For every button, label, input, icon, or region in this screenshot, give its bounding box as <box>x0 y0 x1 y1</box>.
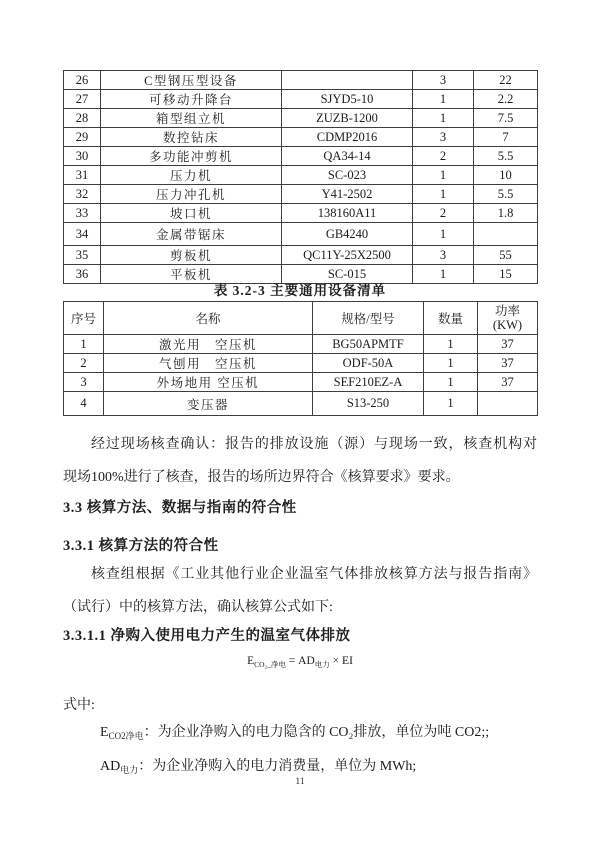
table-cell-qty: 2 <box>413 147 474 166</box>
header-cell-model: 规格/型号 <box>313 302 424 335</box>
header-cell-name: 名称 <box>104 302 313 335</box>
table-cell-model: QA34-14 <box>282 147 413 166</box>
table-cell-power: 22 <box>474 71 538 90</box>
table-cell-qty: 1 <box>424 335 478 354</box>
table-cell-qty: 1 <box>424 373 478 392</box>
table-cell-model: BG50APMTF <box>313 335 424 354</box>
table-cell-model <box>282 71 413 90</box>
table-cell-power: 5.5 <box>474 185 538 204</box>
table-cell-model: SC-015 <box>282 265 413 284</box>
page-number: 11 <box>295 777 305 787</box>
table-row <box>64 354 538 373</box>
table-cell-model: ODF-50A <box>313 354 424 373</box>
table-cell-no: 4 <box>64 392 104 416</box>
table-cell-name: 可移动升降台 <box>101 90 282 109</box>
table-cell-power: 5.5 <box>474 147 538 166</box>
header-cell-power <box>478 302 538 335</box>
power-header-line1: 功率 <box>494 304 520 318</box>
table-cell-no: 33 <box>64 204 101 223</box>
definition-e-base: E <box>100 725 109 740</box>
table-cell-name: 坡口机 <box>101 204 282 223</box>
general-equipment-table <box>63 301 538 416</box>
definition-ad-subscript: 电力 <box>120 765 139 775</box>
table-cell-model: Y41-2502 <box>282 185 413 204</box>
table-cell-no: 26 <box>64 71 101 90</box>
table-row <box>64 109 538 128</box>
table-row <box>64 392 538 416</box>
table-cell-no: 27 <box>64 90 101 109</box>
table-row <box>64 128 538 147</box>
table-cell-model: GB4240 <box>282 223 413 246</box>
table-cell-no: 29 <box>64 128 101 147</box>
definition-ad-power <box>100 755 540 775</box>
table-row <box>64 204 538 223</box>
table-row <box>64 185 538 204</box>
table-cell-name: 激光用 空压机 <box>104 335 313 354</box>
table-cell-power: 2.2 <box>474 90 538 109</box>
table-3-2-3-title: 表 3.2-3 主要通用设备清单 <box>213 283 387 298</box>
table-cell-qty: 1 <box>413 223 474 246</box>
heading-3-3: 3.3 核算方法、数据与指南的符合性 <box>63 500 297 516</box>
paragraph-accounting-method <box>63 558 537 624</box>
formula-lhs-subscript: CO₂_净电 <box>254 660 286 669</box>
formula-rhs-ad-base: AD <box>298 655 315 667</box>
table-cell-name: 外场地用 空压机 <box>104 373 313 392</box>
table-cell-model: ZUZB-1200 <box>282 109 413 128</box>
definition-ad-base: AD <box>100 759 121 774</box>
table-cell-model: S13-250 <box>313 392 424 416</box>
table-cell-model: SJYD5-10 <box>282 90 413 109</box>
table-cell-name: 变压器 <box>104 392 313 416</box>
table-cell-qty: 1 <box>413 265 474 284</box>
heading-3-3-1-1: 3.3.1.1 净购入使用电力产生的温室气体排放 <box>63 628 351 644</box>
general-equipment-table-body <box>64 335 538 416</box>
table-cell-name: 箱型组立机 <box>101 109 282 128</box>
formula-rhs-ei: EI <box>342 655 353 667</box>
table-cell-power: 1.8 <box>474 204 538 223</box>
table-row <box>64 373 538 392</box>
emission-formula <box>63 655 537 667</box>
table-cell-no: 1 <box>64 335 104 354</box>
header-cell-no: 序号 <box>64 302 104 335</box>
table-cell-power: 7.5 <box>474 109 538 128</box>
table-cell-no: 32 <box>64 185 101 204</box>
table-cell-model: SC-023 <box>282 166 413 185</box>
definition-e-co2 <box>100 721 540 741</box>
formula-rhs-ad-subscript: 电力 <box>314 660 330 669</box>
general-equipment-table-head <box>64 302 538 335</box>
formula-times-sign: × <box>332 655 340 667</box>
heading-3-3-1: 3.3.1 核算方法的符合性 <box>63 538 219 554</box>
definition-ad-text: ：为企业净购入的电力消费量，单位为 MWh; <box>138 759 417 774</box>
table-cell-no: 35 <box>64 246 101 265</box>
power-header-line2: (KW) <box>492 318 523 332</box>
table-cell-model: 138160A11 <box>282 204 413 223</box>
formula-lhs-base: E <box>247 655 255 667</box>
table-cell-name: 气刨用 空压机 <box>104 354 313 373</box>
table-cell-qty: 1 <box>413 185 474 204</box>
header-row <box>64 302 538 335</box>
table-cell-qty: 3 <box>413 71 474 90</box>
table-cell-qty: 1 <box>413 109 474 128</box>
table-row <box>64 166 538 185</box>
table-cell-model: SEF210EZ-A <box>313 373 424 392</box>
table-row <box>64 335 538 354</box>
header-cell-qty: 数量 <box>424 302 478 335</box>
paragraph-line: （试行）中的核算方法，确认核算公式如下: <box>63 600 333 615</box>
paragraph-line: 经过现场核查确认：报告的排放设施（源）与现场一致，核查机构对 <box>91 437 537 452</box>
table-cell-no: 28 <box>64 109 101 128</box>
table-cell-qty: 1 <box>424 392 478 416</box>
table-cell-qty: 3 <box>413 246 474 265</box>
table-cell-name: 多功能冲剪机 <box>101 147 282 166</box>
table-cell-name: 压力冲孔机 <box>101 185 282 204</box>
formula-equals-sign: = <box>288 655 296 667</box>
table-cell-power: 15 <box>474 265 538 284</box>
table-cell-no: 30 <box>64 147 101 166</box>
table-cell-qty: 1 <box>413 90 474 109</box>
table-cell-qty: 1 <box>413 166 474 185</box>
paragraph-line: 核查组根据《工业其他行业企业温室气体排放核算方法与报告指南》 <box>91 567 537 582</box>
paragraph-site-verification <box>63 428 537 494</box>
table-cell-power: 37 <box>478 373 538 392</box>
table-row <box>64 71 538 90</box>
paragraph-line: 现场100%进行了核查，报告的场所边界符合《核算要求》要求。 <box>63 470 460 485</box>
table-cell-no: 31 <box>64 166 101 185</box>
table-cell-no: 3 <box>64 373 104 392</box>
table-row <box>64 147 538 166</box>
table-cell-qty: 2 <box>413 204 474 223</box>
table-cell-power <box>474 223 538 246</box>
table-cell-name: 数控钻床 <box>101 128 282 147</box>
table-cell-name: 平板机 <box>101 265 282 284</box>
equipment-table-body <box>64 71 538 284</box>
table-cell-power: 37 <box>478 335 538 354</box>
table-cell-name: 金属带锯床 <box>101 223 282 246</box>
table-cell-qty: 1 <box>424 354 478 373</box>
table-cell-model: QC11Y-25X2500 <box>282 246 413 265</box>
definition-e-subscript: CO2净电 <box>108 731 144 741</box>
table-cell-name: C型钢压型设备 <box>101 71 282 90</box>
definition-e-text: ：为企业净购入的电力隐含的 CO₂排放，单位为吨 CO2;; <box>143 725 490 740</box>
table-cell-name: 剪板机 <box>101 246 282 265</box>
table-cell-power: 37 <box>478 354 538 373</box>
table-cell-qty: 3 <box>413 128 474 147</box>
table-cell-no: 36 <box>64 265 101 284</box>
table-cell-power: 7 <box>474 128 538 147</box>
table-cell-no: 2 <box>64 354 104 373</box>
table-cell-power <box>478 392 538 416</box>
table-cell-name: 压力机 <box>101 166 282 185</box>
table-cell-power: 10 <box>474 166 538 185</box>
table-cell-model: CDMP2016 <box>282 128 413 147</box>
equipment-table-continued <box>63 70 538 284</box>
table-cell-power: 55 <box>474 246 538 265</box>
table-row <box>64 223 538 246</box>
table-row <box>64 90 538 109</box>
table-cell-no: 34 <box>64 223 101 246</box>
table-row <box>64 246 538 265</box>
where-label: 式中: <box>63 698 95 713</box>
